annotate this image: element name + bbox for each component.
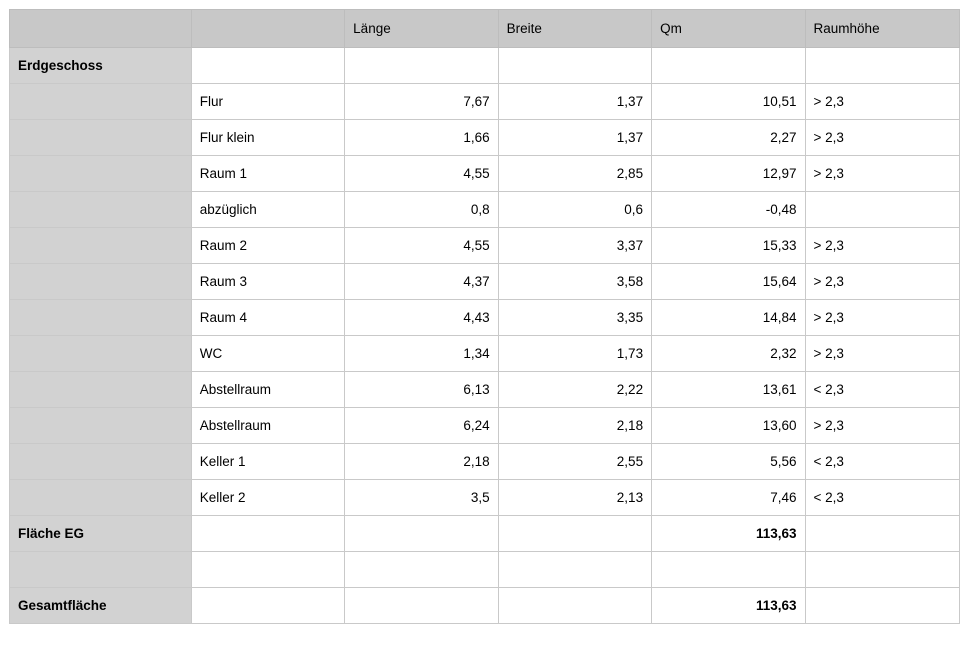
value-laenge bbox=[345, 516, 498, 552]
table-row bbox=[10, 336, 960, 372]
table-row-total bbox=[10, 588, 960, 624]
value-raumhoehe: < 2,3 bbox=[805, 444, 959, 480]
value-raumhoehe: > 2,3 bbox=[805, 264, 959, 300]
value-qm: 2,32 bbox=[652, 336, 805, 372]
room-name bbox=[191, 516, 344, 552]
value-laenge: 7,67 bbox=[345, 84, 498, 120]
value-breite: 1,37 bbox=[498, 120, 651, 156]
table-row bbox=[10, 264, 960, 300]
table-row bbox=[10, 120, 960, 156]
row-label-total: Gesamtfläche bbox=[10, 588, 192, 624]
value-raumhoehe: > 2,3 bbox=[805, 120, 959, 156]
room-name: abzüglich bbox=[191, 192, 344, 228]
table-row bbox=[10, 444, 960, 480]
value-laenge: 3,5 bbox=[345, 480, 498, 516]
room-area-table bbox=[9, 9, 960, 624]
row-label bbox=[10, 444, 192, 480]
row-label bbox=[10, 300, 192, 336]
row-label bbox=[10, 228, 192, 264]
value-raumhoehe: > 2,3 bbox=[805, 228, 959, 264]
room-name: Abstellraum bbox=[191, 372, 344, 408]
value-breite: 2,18 bbox=[498, 408, 651, 444]
column-header-blank-1 bbox=[10, 10, 192, 48]
table-row bbox=[10, 48, 960, 84]
value-qm: 7,46 bbox=[652, 480, 805, 516]
value-qm: 12,97 bbox=[652, 156, 805, 192]
value-breite: 2,13 bbox=[498, 480, 651, 516]
value-qm: 14,84 bbox=[652, 300, 805, 336]
value-laenge: 2,18 bbox=[345, 444, 498, 480]
column-header-raumhoehe: Raumhöhe bbox=[805, 10, 959, 48]
value-laenge bbox=[345, 552, 498, 588]
row-label bbox=[10, 408, 192, 444]
value-raumhoehe: < 2,3 bbox=[805, 480, 959, 516]
row-label bbox=[10, 156, 192, 192]
value-breite: 1,37 bbox=[498, 84, 651, 120]
value-laenge bbox=[345, 588, 498, 624]
row-label bbox=[10, 192, 192, 228]
value-laenge: 0,8 bbox=[345, 192, 498, 228]
row-label bbox=[10, 264, 192, 300]
value-breite bbox=[498, 48, 651, 84]
value-laenge: 4,37 bbox=[345, 264, 498, 300]
value-laenge: 1,34 bbox=[345, 336, 498, 372]
value-breite: 3,37 bbox=[498, 228, 651, 264]
value-breite bbox=[498, 588, 651, 624]
row-label bbox=[10, 372, 192, 408]
row-label bbox=[10, 120, 192, 156]
value-qm: 5,56 bbox=[652, 444, 805, 480]
value-breite bbox=[498, 516, 651, 552]
table-row bbox=[10, 228, 960, 264]
value-qm-total: 113,63 bbox=[652, 588, 805, 624]
column-header-breite: Breite bbox=[498, 10, 651, 48]
value-qm bbox=[652, 48, 805, 84]
value-raumhoehe: > 2,3 bbox=[805, 156, 959, 192]
value-qm: 10,51 bbox=[652, 84, 805, 120]
value-qm: 13,60 bbox=[652, 408, 805, 444]
value-breite: 2,85 bbox=[498, 156, 651, 192]
value-breite: 1,73 bbox=[498, 336, 651, 372]
value-raumhoehe bbox=[805, 192, 959, 228]
value-laenge: 4,55 bbox=[345, 156, 498, 192]
table-row-subtotal bbox=[10, 516, 960, 552]
value-breite: 2,22 bbox=[498, 372, 651, 408]
room-name: Raum 3 bbox=[191, 264, 344, 300]
room-name: WC bbox=[191, 336, 344, 372]
table-row bbox=[10, 156, 960, 192]
value-laenge: 1,66 bbox=[345, 120, 498, 156]
column-header-qm: Qm bbox=[652, 10, 805, 48]
value-breite: 3,58 bbox=[498, 264, 651, 300]
value-breite: 0,6 bbox=[498, 192, 651, 228]
room-name bbox=[191, 48, 344, 84]
value-laenge: 4,43 bbox=[345, 300, 498, 336]
table-row-spacer bbox=[10, 552, 960, 588]
value-qm: 2,27 bbox=[652, 120, 805, 156]
room-name: Raum 4 bbox=[191, 300, 344, 336]
value-qm-subtotal: 113,63 bbox=[652, 516, 805, 552]
value-breite: 2,55 bbox=[498, 444, 651, 480]
row-label bbox=[10, 552, 192, 588]
room-name bbox=[191, 588, 344, 624]
column-header-blank-2 bbox=[191, 10, 344, 48]
table-row bbox=[10, 84, 960, 120]
value-raumhoehe: > 2,3 bbox=[805, 408, 959, 444]
value-raumhoehe bbox=[805, 48, 959, 84]
table-row bbox=[10, 480, 960, 516]
value-raumhoehe bbox=[805, 516, 959, 552]
value-laenge: 4,55 bbox=[345, 228, 498, 264]
table-header-row bbox=[10, 10, 960, 48]
value-laenge bbox=[345, 48, 498, 84]
row-label bbox=[10, 84, 192, 120]
value-laenge: 6,24 bbox=[345, 408, 498, 444]
value-laenge: 6,13 bbox=[345, 372, 498, 408]
value-qm bbox=[652, 552, 805, 588]
value-raumhoehe: > 2,3 bbox=[805, 300, 959, 336]
spreadsheet-sheet bbox=[0, 9, 960, 650]
table-row bbox=[10, 372, 960, 408]
value-qm: -0,48 bbox=[652, 192, 805, 228]
row-label bbox=[10, 480, 192, 516]
room-name: Keller 1 bbox=[191, 444, 344, 480]
column-header-laenge: Länge bbox=[345, 10, 498, 48]
room-name bbox=[191, 552, 344, 588]
value-qm: 15,33 bbox=[652, 228, 805, 264]
room-name: Flur klein bbox=[191, 120, 344, 156]
room-name: Abstellraum bbox=[191, 408, 344, 444]
value-raumhoehe: < 2,3 bbox=[805, 372, 959, 408]
table-body bbox=[10, 48, 960, 624]
row-label: Erdgeschoss bbox=[10, 48, 192, 84]
room-name: Keller 2 bbox=[191, 480, 344, 516]
room-name: Flur bbox=[191, 84, 344, 120]
room-name: Raum 2 bbox=[191, 228, 344, 264]
value-raumhoehe: > 2,3 bbox=[805, 84, 959, 120]
value-raumhoehe: > 2,3 bbox=[805, 336, 959, 372]
value-breite: 3,35 bbox=[498, 300, 651, 336]
value-raumhoehe bbox=[805, 588, 959, 624]
value-breite bbox=[498, 552, 651, 588]
row-label-subtotal: Fläche EG bbox=[10, 516, 192, 552]
room-name: Raum 1 bbox=[191, 156, 344, 192]
value-raumhoehe bbox=[805, 552, 959, 588]
value-qm: 13,61 bbox=[652, 372, 805, 408]
table-row bbox=[10, 192, 960, 228]
table-row bbox=[10, 408, 960, 444]
value-qm: 15,64 bbox=[652, 264, 805, 300]
row-label bbox=[10, 336, 192, 372]
table-row bbox=[10, 300, 960, 336]
